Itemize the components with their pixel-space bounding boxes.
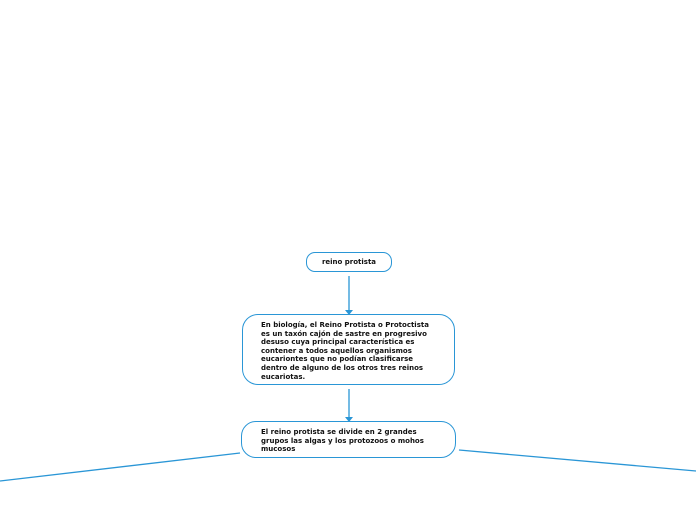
division-topic-node[interactable] (241, 421, 456, 458)
root-topic-node[interactable] (306, 252, 392, 272)
connector-division-to-left-branch (0, 453, 240, 481)
root-topic-text: reino protista (321, 258, 377, 266)
connector-division-to-right-branch (459, 450, 696, 471)
division-topic-text: El reino protista se divide en 2 grandes grupos las algas y los protozoos o mohos mucosos (261, 428, 424, 454)
definition-topic-text: En biología, el Reino Protista o Protoctista es un taxón cajón de sastre en progresivo desuso cuya principal característica es contener a todos aquellos organismos eucariontes que no podían clasificarse dentro de alguno de los otros tres reinos eucariotas. (261, 321, 429, 381)
definition-topic-node[interactable] (242, 314, 455, 385)
